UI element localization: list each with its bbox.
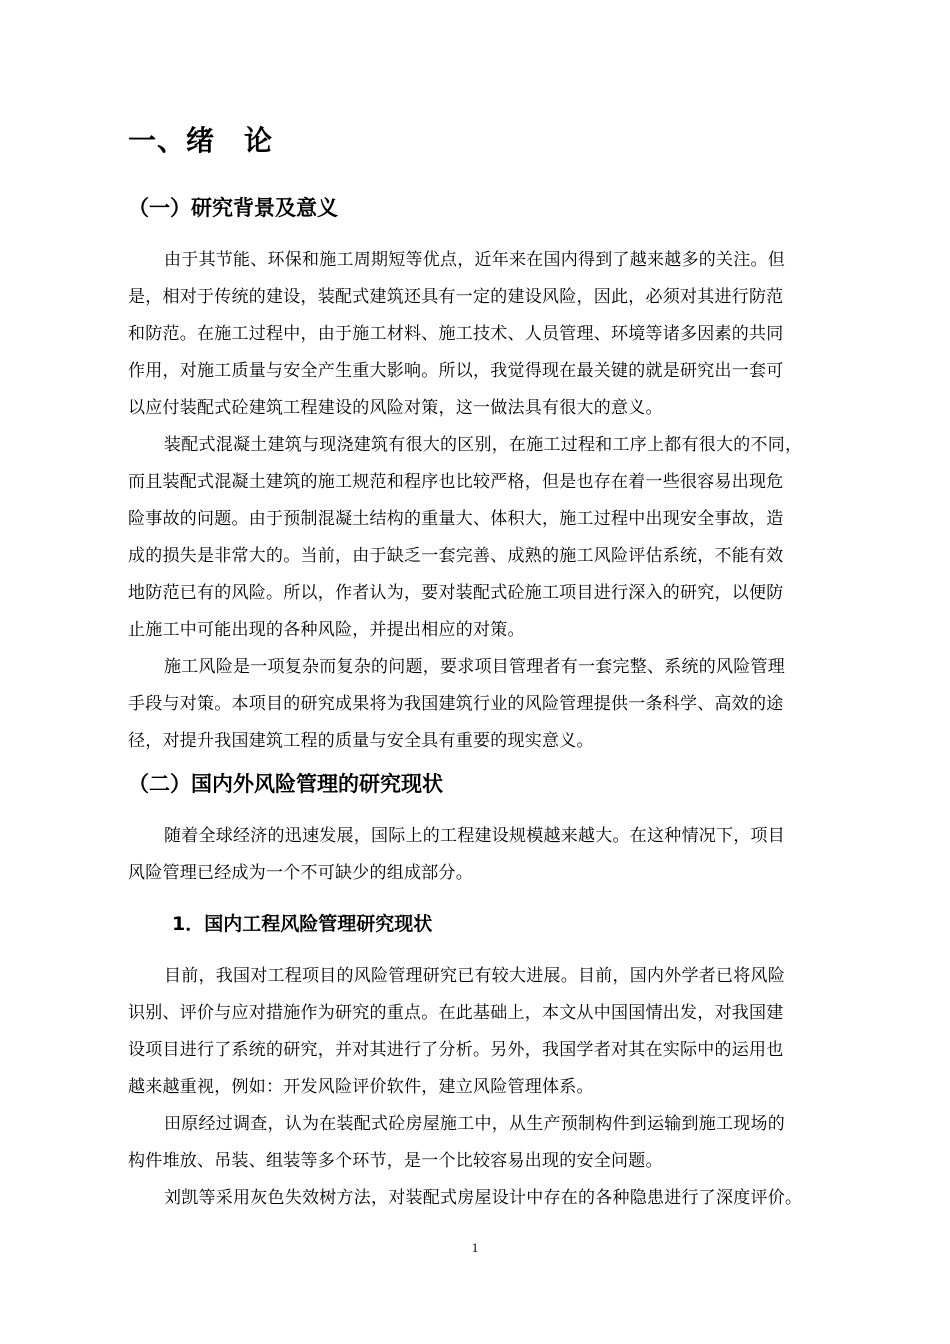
text-line: 越来越重视，例如：开发风险评价软件，建立风险管理体系。: [128, 1077, 594, 1097]
text-line: 随着全球经济的迅速发展，国际上的工程建设规模越来越大。在这种情况下，项目: [164, 826, 785, 846]
text-line: 刘凯等采用灰色失效树方法，对装配式房屋设计中存在的各种隐患进行了深度评价。: [164, 1188, 803, 1208]
text-line: 是，相对于传统的建设，装配式建筑还具有一定的建设风险，因此，必须对其进行防范: [128, 287, 784, 307]
paragraph: [128, 649, 858, 760]
page-content: [128, 118, 858, 1217]
text-line: 止施工中可能出现的各种风险，并提出相应的对策。: [128, 620, 525, 640]
text-line: 装配式混凝土建筑与现浇建筑有很大的区别，在施工过程和工序上都有很大的不同，: [164, 435, 803, 455]
text-line: 和防范。在施工过程中，由于施工材料、施工技术、人员管理、环境等诸多因素的共同: [128, 324, 784, 344]
text-line: 径，对提升我国建筑工程的质量与安全具有重要的现实意义。: [128, 731, 594, 751]
section-title-background: （一）研究背景及意义: [128, 196, 338, 220]
text-line: 识别、评价与应对措施作为研究的重点。在此基础上，本文从中国国情出发，对我国建: [128, 1003, 784, 1023]
paragraph: [128, 427, 858, 649]
text-line: 田原经过调查，认为在装配式砼房屋施工中，从生产预制构件到运输到施工现场的: [164, 1114, 785, 1134]
text-line: 由于其节能、环保和施工周期短等优点，近年来在国内得到了越来越多的关注。但: [164, 250, 785, 270]
page-number: 1: [471, 1240, 479, 1255]
paragraph: [128, 958, 858, 1106]
text-line: 地防范已有的风险。所以，作者认为，要对装配式砼施工项目进行深入的研究，以便防: [128, 583, 784, 603]
text-line: 施工风险是一项复杂而复杂的问题，要求项目管理者有一套完整、系统的风险管理: [164, 657, 785, 677]
text-line: 作用，对施工质量与安全产生重大影响。所以，我觉得现在最关键的就是研究出一套可: [128, 361, 784, 381]
text-line: 成的损失是非常大的。当前，由于缺乏一套完善、成熟的施工风险评估系统，不能有效: [128, 546, 784, 566]
text-line: 风险管理已经成为一个不可缺少的组成部分。: [128, 863, 473, 883]
paragraph: [128, 1106, 858, 1180]
text-line: 险事故的问题。由于预制混凝土结构的重量大、体积大，施工过程中出现安全事故，造: [128, 509, 784, 529]
text-line: 构件堆放、吊装、组装等多个环节，是一个比较容易出现的安全问题。: [128, 1151, 663, 1171]
text-line: 设项目进行了系统的研究，并对其进行了分析。另外，我国学者对其在实际中的运用也: [128, 1040, 784, 1060]
section-title-research-status: （二）国内外风险管理的研究现状: [128, 772, 443, 796]
text-line: 以应付装配式砼建筑工程建设的风险对策，这一做法具有很大的意义。: [128, 398, 663, 418]
text-line: 而且装配式混凝土建筑的施工规范和程序也比较严格，但是也存在着一些很容易出现危: [128, 472, 784, 492]
chapter-title: 一、绪 论: [128, 124, 274, 157]
paragraph: [128, 818, 858, 892]
subsection-title-domestic: 1．国内工程风险管理研究现状: [172, 913, 433, 935]
paragraph: [128, 242, 858, 427]
paragraph: [128, 1180, 858, 1217]
text-line: 目前，我国对工程项目的风险管理研究已有较大进展。目前，国内外学者已将风险: [164, 966, 785, 986]
text-line: 手段与对策。本项目的研究成果将为我国建筑行业的风险管理提供一条科学、高效的途: [128, 694, 784, 714]
